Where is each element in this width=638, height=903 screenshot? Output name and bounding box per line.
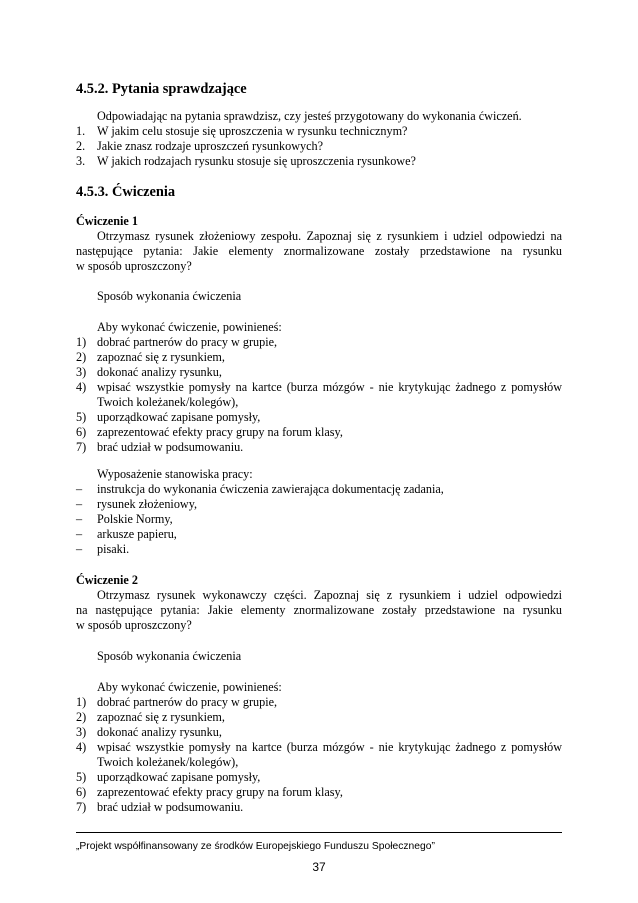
exercise-1-desc-line1: Otrzymasz rysunek złożeniowy zespołu. Zapoznaj się z rysunkiem i udziel odpowiedzi na (97, 229, 562, 243)
footer-divider (76, 832, 562, 833)
question-item: 3. W jakich rodzajach rysunku stosuje się uproszczenia rysunkowe? (76, 154, 416, 168)
equipment-list (76, 482, 562, 557)
equipment-item: – Polskie Normy, (76, 512, 173, 526)
equipment-item: – rysunek złożeniowy, (76, 497, 198, 511)
exercise-2-desc-line1: Otrzymasz rysunek wykonawczy części. Zapoznaj się z rysunkiem i udziel odpowiedzi (97, 588, 562, 602)
exercise-1-method-heading: Sposób wykonania ćwiczenia (97, 289, 242, 303)
step-item: 7) brać udział w podsumowaniu. (76, 440, 244, 454)
step-item: 1) dobrać partnerów do pracy w grupie, (76, 335, 278, 349)
exercise-1-desc-line3: w sposób uproszczony? (76, 259, 192, 273)
exercise-1-steps-list (76, 335, 562, 455)
questions-block (76, 109, 562, 169)
footer-funding-note: „Projekt współfinansowany ze środków Europejskiego Funduszu Społecznego” (76, 841, 435, 852)
step-item: 6) zaprezentować efekty pracy grupy na forum klasy, (76, 785, 343, 799)
step-item: 2) zapoznać się z rysunkiem, (76, 710, 225, 724)
question-item: 1. W jakim celu stosuje się uproszczenia w rysunku technicznym? (76, 124, 408, 138)
exercise-1-steps-intro: Aby wykonać ćwiczenie, powinieneś: (97, 320, 282, 334)
step-item: 2) zapoznać się z rysunkiem, (76, 350, 225, 364)
exercise-2-method (76, 649, 562, 664)
section-heading-exercises: 4.5.3. Ćwiczenia (76, 184, 176, 200)
exercise-1-equipment (76, 467, 562, 557)
step-item: 5) uporządkować zapisane pomysły, (76, 410, 261, 424)
equipment-item: – instrukcja do wykonania ćwiczenia zawierająca dokumentację zadania, (76, 482, 444, 496)
section-heading-questions: 4.5.2. Pytania sprawdzające (76, 81, 247, 97)
exercise-1-steps (76, 320, 562, 455)
exercise-2-method-heading: Sposób wykonania ćwiczenia (97, 649, 242, 663)
exercise-1 (76, 214, 562, 274)
step-item: 3) dokonać analizy rysunku, (76, 725, 222, 739)
questions-list (76, 124, 562, 169)
question-item: 2. Jakie znasz rodzaje uproszczeń rysunkowych? (76, 139, 324, 153)
step-item: 5) uporządkować zapisane pomysły, (76, 770, 261, 784)
page-number: 37 (312, 860, 326, 874)
exercise-2 (76, 573, 562, 633)
questions-intro: Odpowiadając na pytania sprawdzisz, czy jesteś przygotowany do wykonania ćwiczeń. (97, 109, 522, 123)
equipment-item: – arkusze papieru, (76, 527, 177, 541)
exercise-2-steps-list (76, 695, 562, 815)
exercise-1-desc-line2: następujące pytania: Jakie elementy znormalizowane zostały przedstawione na rysunku (76, 244, 562, 258)
exercise-1-equipment-heading: Wyposażenie stanowiska pracy: (97, 467, 253, 481)
exercise-1-method (76, 289, 562, 304)
exercise-1-title: Ćwiczenie 1 (76, 214, 138, 228)
equipment-item: – pisaki. (76, 542, 130, 556)
exercise-2-steps-intro: Aby wykonać ćwiczenie, powinieneś: (97, 680, 282, 694)
step-item: 7) brać udział w podsumowaniu. (76, 800, 244, 814)
step-item: 6) zaprezentować efekty pracy grupy na forum klasy, (76, 425, 343, 439)
exercise-2-desc-line3: w sposób uproszczony? (76, 618, 192, 632)
step-item: 4) wpisać wszystkie pomysły na kartce (burza mózgów - nie krytykując żadnego z pomysłów Twoich koleżanek/kolegów), (76, 380, 562, 409)
exercise-2-title: Ćwiczenie 2 (76, 573, 138, 587)
step-item: 1) dobrać partnerów do pracy w grupie, (76, 695, 278, 709)
step-item: 4) wpisać wszystkie pomysły na kartce (burza mózgów - nie krytykując żadnego z pomysłów Twoich koleżanek/kolegów), (76, 740, 562, 769)
step-item: 3) dokonać analizy rysunku, (76, 365, 222, 379)
exercise-2-desc-line2: na następujące pytania: Jakie elementy znormalizowane zostały przedstawione na rysunku (76, 603, 562, 617)
exercise-2-steps (76, 680, 562, 815)
